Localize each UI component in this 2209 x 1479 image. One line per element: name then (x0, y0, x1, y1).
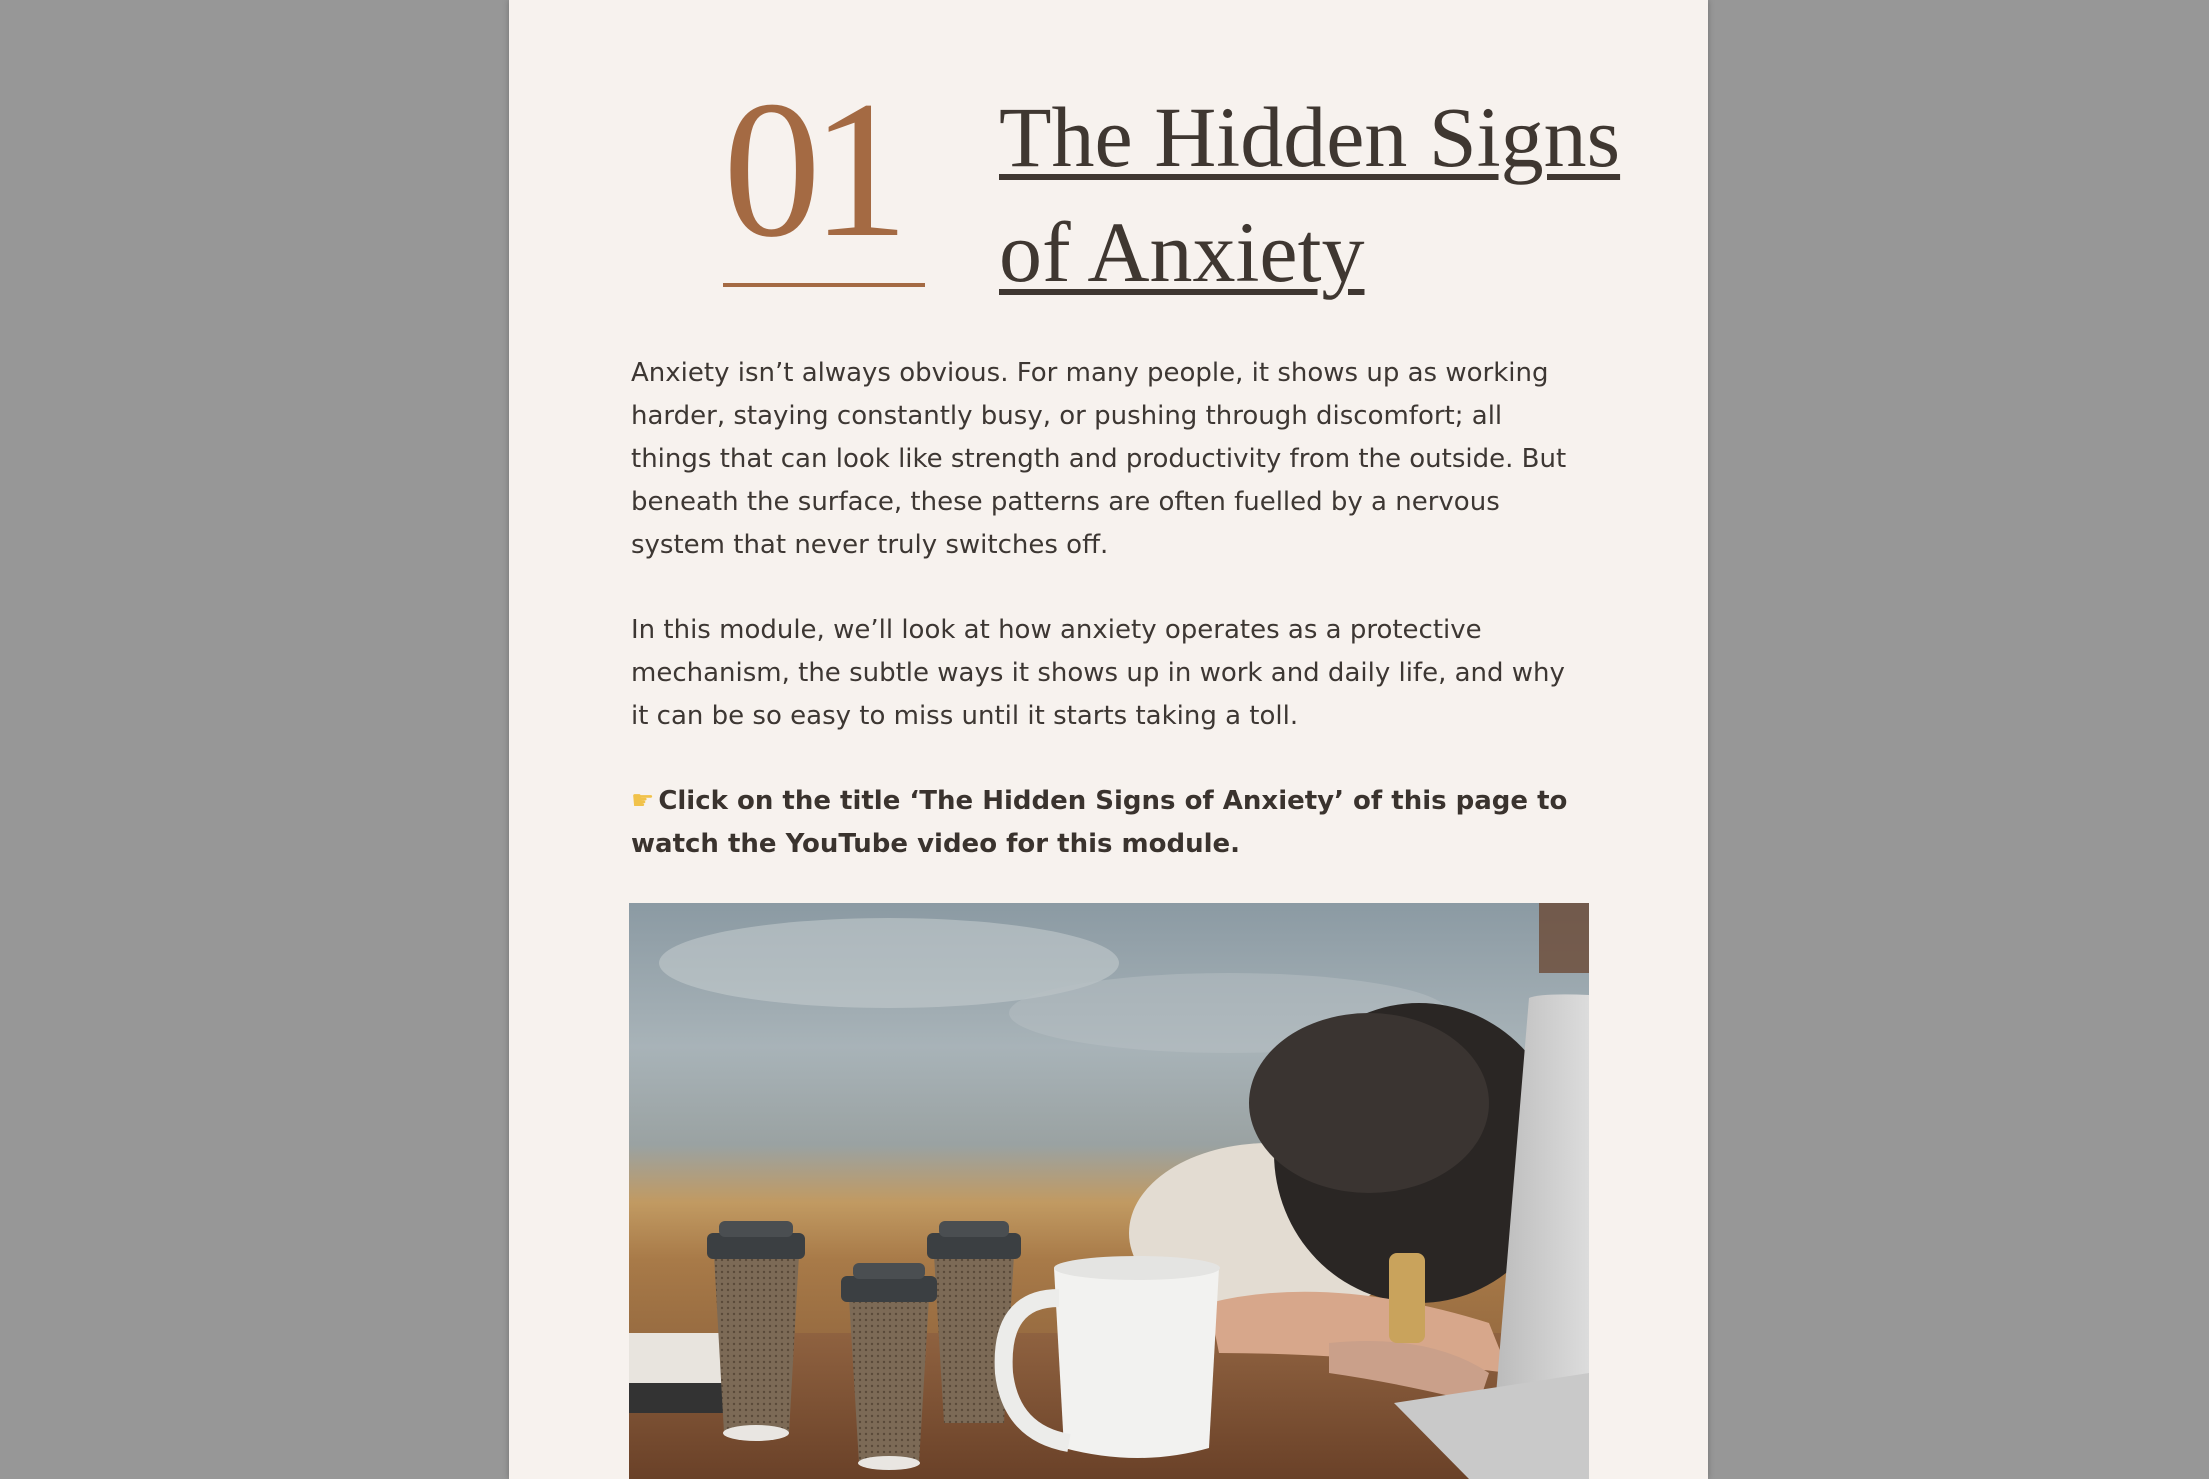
video-instruction-text: Click on the title ‘The Hidden Signs of Anxiety’ of this page to watch the YouTube video for this module. (631, 786, 1568, 859)
pointing-hand-icon: ☛ (631, 786, 655, 816)
module-overview-paragraph: In this module, we’ll look at how anxiety operates as a protective mechanism, the subtle ways it shows up in work and daily life, and why it can be so easy to miss until it starts taking a toll. (631, 615, 1565, 731)
module-body (631, 352, 1581, 866)
module-photo (629, 903, 1589, 1479)
intro-paragraph: Anxiety isn’t always obvious. For many people, it shows up as working harder, staying constantly busy, or pushing through discomfort; all things that can look like strength and productivity from the outside. But beneath the surface, these patterns are often fuelled by a nervous system that never truly switches off. (631, 358, 1567, 560)
module-number: 01 (723, 61, 899, 278)
module-title-link[interactable]: The Hidden Signs of Anxiety (999, 89, 1621, 300)
module-number-block (723, 61, 925, 292)
video-instruction (631, 780, 1581, 866)
module-header (509, 0, 1708, 320)
module-number-underline (723, 283, 925, 287)
document-page (509, 0, 1708, 1479)
